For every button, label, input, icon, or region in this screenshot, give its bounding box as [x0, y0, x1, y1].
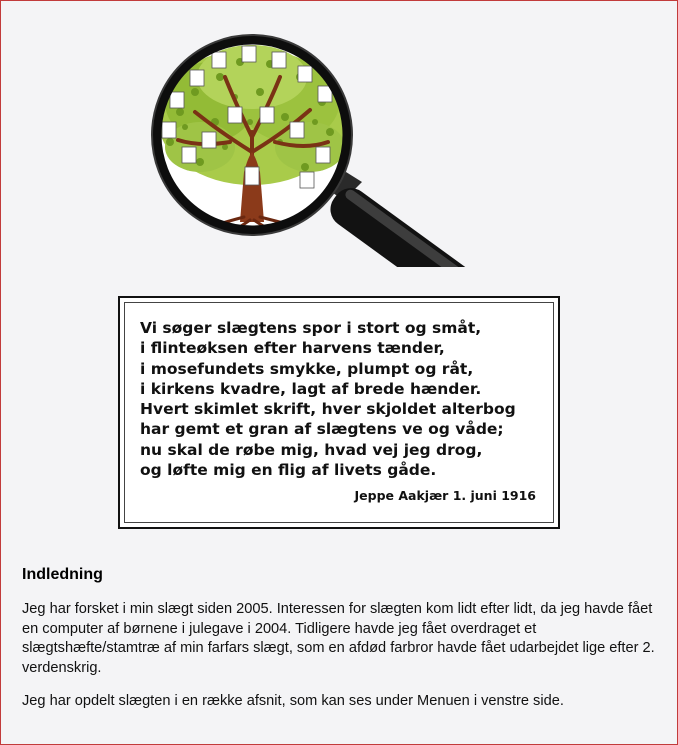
- section-heading: Indledning: [22, 566, 103, 583]
- magnifying-glass-family-tree-icon: [140, 22, 540, 267]
- poem-line: og løfte mig en flig af livets gåde.: [140, 461, 437, 480]
- intro-paragraph: Jeg har opdelt slægten i en række afsnit, som kan ses under Menuen i venstre side.: [22, 693, 564, 709]
- magnifier-handle: [323, 172, 516, 267]
- poem-signature: Jeppe Aakjær 1. juni 1916: [354, 488, 536, 503]
- poem-line: i mosefundets smykke, plumpt og råt,: [140, 359, 474, 378]
- poem-line: i kirkens kvadre, lagt af brede hænder.: [140, 379, 482, 398]
- intro-paragraph: Jeg har forsket i min slægt siden 2005. Interessen for slægten kom lidt efter lidt, da jeg havde fået en computer af børnene i julegave i 2004. Tidligere havde jeg fået overdraget et slægtshæfte/stamtræ af min farfars slægt, som en afdød farbror havde fået udarbejdet lige efter 2. verdenskrig.: [22, 601, 655, 676]
- poem-line: Vi søger slægtens spor i stort og småt,: [140, 319, 482, 337]
- poem-frame: [118, 296, 560, 529]
- poem-line: i flinteøksen efter harvens tænder,: [140, 339, 445, 358]
- poem-text: [140, 318, 516, 480]
- poem-line: har gemt et gran af slægtens ve og våde;: [140, 420, 504, 439]
- poem-line: nu skal de røbe mig, hvad vej jeg drog,: [140, 440, 483, 459]
- poem-line: Hvert skimlet skrift, hver skjoldet alterbog: [140, 400, 516, 419]
